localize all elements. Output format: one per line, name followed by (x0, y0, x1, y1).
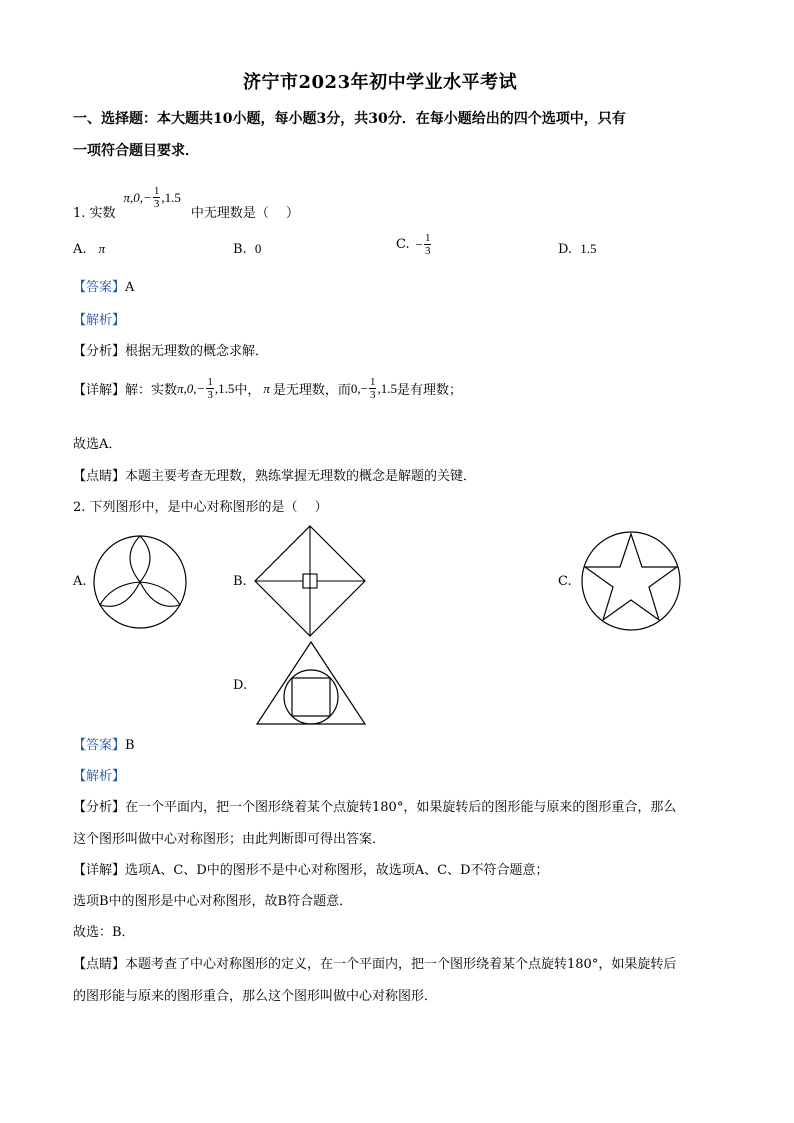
figure-a-right-lobe (140, 582, 180, 606)
q1-option-b-label: B. (233, 242, 247, 257)
q1-option-b[interactable] (233, 241, 261, 257)
q2-fenxi-line2: 这个图形叫做中心对称图形；由此判断即可得出答案． (73, 832, 386, 847)
q1-stem-frac-num: 1 (153, 185, 160, 197)
page-title: 济宁市2023年初中学业水平考试 (243, 72, 518, 93)
q1-analysis-tag: 【解析】 (73, 313, 126, 328)
q1-stem-frac-den: 3 (153, 198, 160, 210)
q1-xiangjie-part1: 解：实数 (125, 383, 178, 398)
q1-option-c[interactable] (396, 232, 432, 257)
q1-xiangjie-math2: 0,− (350, 380, 368, 396)
q1-xiangjie-math2b: ,1.5 (377, 380, 397, 396)
q1-xiangjie-fraction2 (369, 376, 377, 401)
q1-option-a[interactable] (73, 241, 105, 257)
q1-xiangjie-den2: 3 (369, 389, 376, 401)
figure-d-triangle (257, 642, 365, 724)
q2-dianjing-line1 (73, 953, 676, 972)
q2-option-d-label[interactable]: D. (233, 678, 248, 693)
q2-answer-tag: 【答案】 (73, 738, 126, 753)
q2-stem: 2. 下列图形中，是中心对称图形的是（ ） (73, 500, 328, 515)
q1-xiangjie-part2: 中， (234, 383, 261, 398)
q1-xiangjie-num2: 1 (369, 376, 376, 388)
q2-figure-b[interactable] (255, 526, 365, 636)
q1-option-b-value: 0 (254, 241, 262, 256)
q1-xiangjie-part3: 是无理数，而 (272, 383, 351, 398)
q1-stem-math-before: π,0,− (123, 189, 152, 205)
q2-dianjing-tag: 【点睛】 (73, 957, 126, 972)
q1-stem-prefix: 1. 实数 (73, 206, 116, 221)
q1-answer (73, 276, 134, 295)
q2-xiangjie-line2: 选项B中的图形是中心对称图形，故B符合题意． (73, 894, 353, 909)
q1-option-c-num: 1 (424, 232, 431, 244)
q1-option-c-fraction (424, 232, 432, 257)
section-heading-line1: 一、选择题：本大题共10小题，每小题3分，共30分．在每小题给出的四个选项中，只有 (73, 111, 626, 127)
q1-stem-math (124, 185, 181, 210)
figure-c-star (585, 534, 677, 620)
q1-xiangjie-den1: 3 (207, 389, 213, 401)
figure-a-top-lobe (130, 536, 150, 582)
q1-stem-suffix: 中无理数是（ ） (190, 206, 299, 221)
q1-xiangjie-fraction1 (206, 376, 214, 401)
q2-xiangjie-text1: 选项A、C、D中的图形不是中心对称图形，故选项A、C、D不符合题意； (125, 863, 549, 878)
q1-option-c-sign: − (415, 236, 423, 252)
q1-xiangjie (73, 376, 462, 401)
q1-xiangjie-tag: 【详解】 (73, 383, 126, 398)
q2-answer (73, 734, 135, 753)
q1-option-c-label: C. (396, 237, 410, 252)
q2-choice: 故选：B． (73, 925, 135, 940)
q1-choice: 故选A． (73, 437, 122, 452)
q1-fenxi (73, 340, 268, 359)
q1-xiangjie-pi: π (263, 380, 270, 396)
figure-a-left-lobe (100, 582, 140, 606)
q1-option-d[interactable] (558, 241, 596, 257)
q1-stem-math-after: ,1.5 (161, 189, 181, 205)
q1-answer-value: A (125, 280, 135, 295)
q1-dianjing (73, 465, 476, 484)
q1-stem (73, 180, 299, 221)
q1-xiangjie-math1: π,0,− (177, 380, 206, 396)
q1-dianjing-tag: 【点睛】 (73, 469, 126, 484)
figure-d-square (292, 678, 330, 716)
q1-option-d-label: D. (558, 242, 573, 257)
q2-figure-d[interactable] (255, 640, 367, 726)
q2-xiangjie-line1 (73, 859, 549, 878)
q1-fenxi-text: 根据无理数的概念求解． (125, 344, 269, 359)
q2-figure-a[interactable] (90, 532, 190, 632)
q2-answer-value: B (125, 738, 135, 753)
q2-fenxi-text1: 在一个平面内，把一个图形绕着某个点旋转180°，如果旋转后的图形能与原来的图形重合，那么 (125, 800, 677, 815)
q2-fenxi-line1 (73, 796, 676, 815)
q1-option-c-den: 3 (424, 245, 431, 257)
q2-option-b-label[interactable]: B. (233, 574, 247, 589)
q2-dianjing-line2: 的图形能与原来的图形重合，那么这个图形叫做中心对称图形． (73, 989, 438, 1004)
q2-option-a-label[interactable]: A. (73, 574, 87, 589)
q2-option-c-label[interactable]: C. (558, 574, 572, 589)
q1-answer-tag: 【答案】 (73, 280, 126, 295)
q1-xiangjie-num1: 1 (207, 376, 213, 388)
q1-xiangjie-part4: 是有理数； (396, 383, 462, 398)
q2-dianjing-text1: 本题考查了中心对称图形的定义，在一个平面内，把一个图形绕着某个点旋转180°，如果旋转后 (125, 957, 677, 972)
q1-option-a-label: A. (73, 242, 87, 257)
figure-c-outer-circle (582, 532, 680, 630)
q2-figure-c[interactable] (580, 530, 682, 632)
q1-stem-fraction (153, 185, 161, 210)
q1-option-a-value: π (98, 241, 106, 256)
q1-xiangjie-math1b: ,1.5 (214, 380, 235, 396)
q1-option-d-value: 1.5 (580, 241, 597, 256)
q2-fenxi-tag: 【分析】 (73, 800, 126, 815)
q1-fenxi-tag: 【分析】 (73, 344, 126, 359)
section-heading-line2: 一项符合题目要求． (73, 143, 199, 159)
q2-xiangjie-tag: 【详解】 (73, 863, 126, 878)
q2-analysis-tag: 【解析】 (73, 769, 126, 784)
q1-dianjing-text: 本题主要考查无理数，熟练掌握无理数的概念是解题的关键． (125, 469, 477, 484)
